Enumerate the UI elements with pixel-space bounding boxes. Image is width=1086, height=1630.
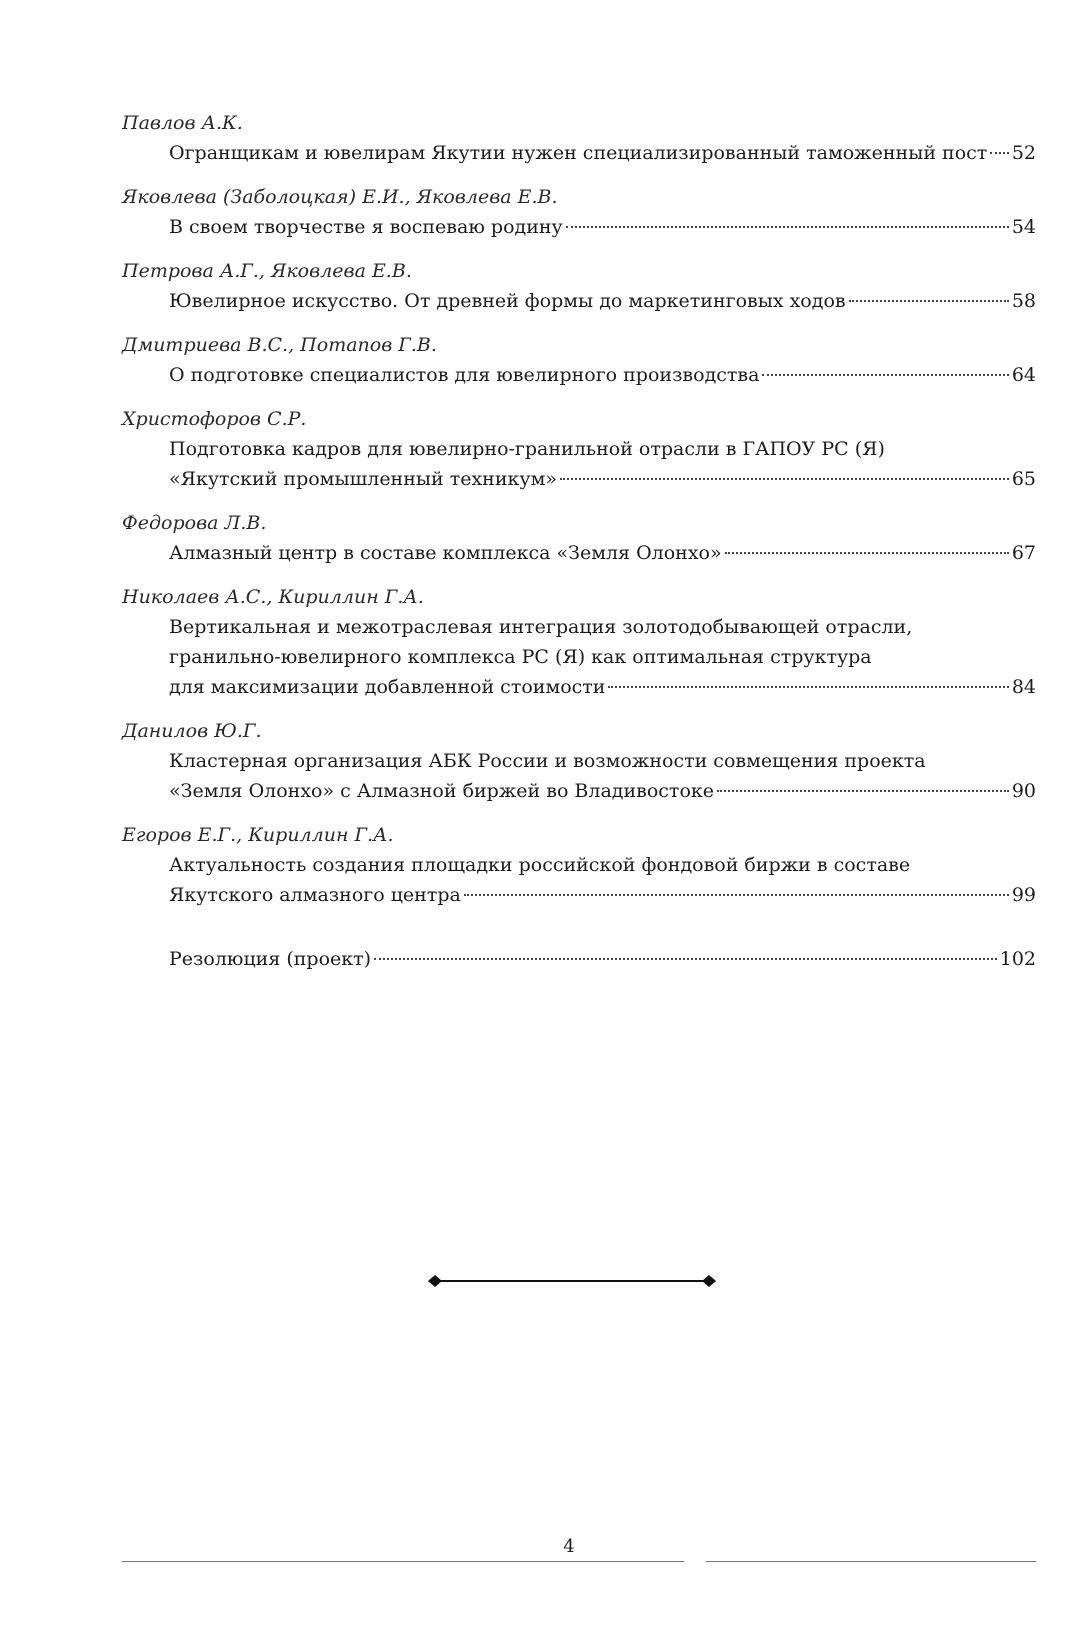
toc-entry-title: Алмазный центр в составе комплекса «Земля Олонхо» [169,542,722,564]
dot-leader [849,300,1009,302]
toc-entry-author: Яковлева (Заболоцкая) Е.И., Яковлева Е.В. [122,186,558,208]
toc-entry-title: Огранщикам и ювелирам Якутии нужен специализированный таможенный пост [169,142,988,164]
toc-entry-author: Николаев А.С., Кириллин Г.А. [122,586,424,608]
toc-entry [122,256,1036,316]
toc-entry [122,582,1036,702]
toc-entry-title: О подготовке специалистов для ювелирного производства [169,364,760,386]
toc-entry-title: Якутского алмазного центра [169,884,461,906]
toc-entry-author: Данилов Ю.Г. [122,720,262,742]
toc-entry-page: 90 [1011,780,1036,802]
toc-entry-author: Егоров Е.Г., Кириллин Г.А. [122,824,394,846]
toc-entry-page: 54 [1011,216,1036,238]
page-number: 4 [563,1536,575,1557]
toc-resolution-title: Резолюция (проект) [169,948,372,970]
toc-entry-author: Павлов А.К. [122,112,243,134]
toc-entry-title-line [122,642,1036,672]
dot-leader [717,790,1009,792]
toc-entry [122,716,1036,806]
toc-entry-page: 64 [1011,364,1036,386]
toc-entry-title-line [122,212,1036,242]
toc-entry-title-line [122,138,1036,168]
toc-entry-author: Федорова Л.В. [122,512,267,534]
toc-entry-title: Подготовка кадров для ювелирно-гранильной отрасли в ГАПОУ РС (Я) [169,438,885,460]
toc-entry-page: 65 [1011,468,1036,490]
toc-resolution-page: 102 [999,948,1036,970]
toc-entry-title: Кластерная организация АБК России и возможности совмещения проекта [169,750,926,772]
toc-entry-title: Вертикальная и межотраслевая интеграция золотодобывающей отрасли, [169,616,913,638]
dot-leader [762,374,1008,376]
toc-entry [122,820,1036,910]
dot-leader [990,152,1009,154]
toc-entry-author: Христофоров С.Р. [122,408,307,430]
toc-resolution-line [122,944,1036,974]
toc-entry-page: 99 [1011,884,1036,906]
toc-entry-title: Актуальность создания площадки российской фондовой биржи в составе [169,854,911,876]
toc-entry-title-line [122,538,1036,568]
toc-entry-title-line [122,434,1036,464]
toc-entry [122,182,1036,242]
toc-entry-page: 58 [1011,290,1036,312]
toc-entry-author: Петрова А.Г., Яковлева Е.В. [122,260,412,282]
toc-entry-title: Ювелирное искусство. От древней формы до маркетинговых ходов [169,290,846,312]
toc-entry [122,508,1036,568]
toc-entry-title-line [122,286,1036,316]
toc-entry [122,330,1036,390]
toc-entry-title: гранильно-ювелирного комплекса РС (Я) как оптимальная структура [169,646,872,668]
dot-leader [464,894,1009,896]
toc-entry-title-line [122,612,1036,642]
toc-entry-title-line [122,360,1036,390]
dot-leader [374,958,997,960]
toc-entry-title: «Якутский промышленный техникум» [169,468,557,490]
toc-entry-title-line [122,464,1036,494]
toc-entry-title: для максимизации добавленной стоимости [169,676,606,698]
toc-entry-page: 84 [1011,676,1036,698]
toc-entry-page: 67 [1011,542,1036,564]
diamond-line-ornament-icon [428,1274,716,1288]
toc-entry-title: В своем творчестве я воспеваю родину [169,216,563,238]
toc-entry-title-line [122,672,1036,702]
footer-rule [706,1561,1036,1562]
dot-leader [560,478,1009,480]
table-of-contents [122,108,1036,974]
toc-entry-title: «Земля Олонхо» с Алмазной биржей во Владивостоке [169,780,714,802]
toc-entry [122,404,1036,494]
footer-rule [122,1561,684,1562]
dot-leader [566,226,1009,228]
dot-leader [725,552,1009,554]
toc-entry-author: Дмитриева В.С., Потапов Г.В. [122,334,437,356]
dot-leader [608,686,1008,688]
toc-entry-title-line [122,776,1036,806]
toc-entry-title-line [122,880,1036,910]
toc-entry-title-line [122,850,1036,880]
toc-entry [122,108,1036,168]
toc-entry-title-line [122,746,1036,776]
toc-entry-page: 52 [1011,142,1036,164]
